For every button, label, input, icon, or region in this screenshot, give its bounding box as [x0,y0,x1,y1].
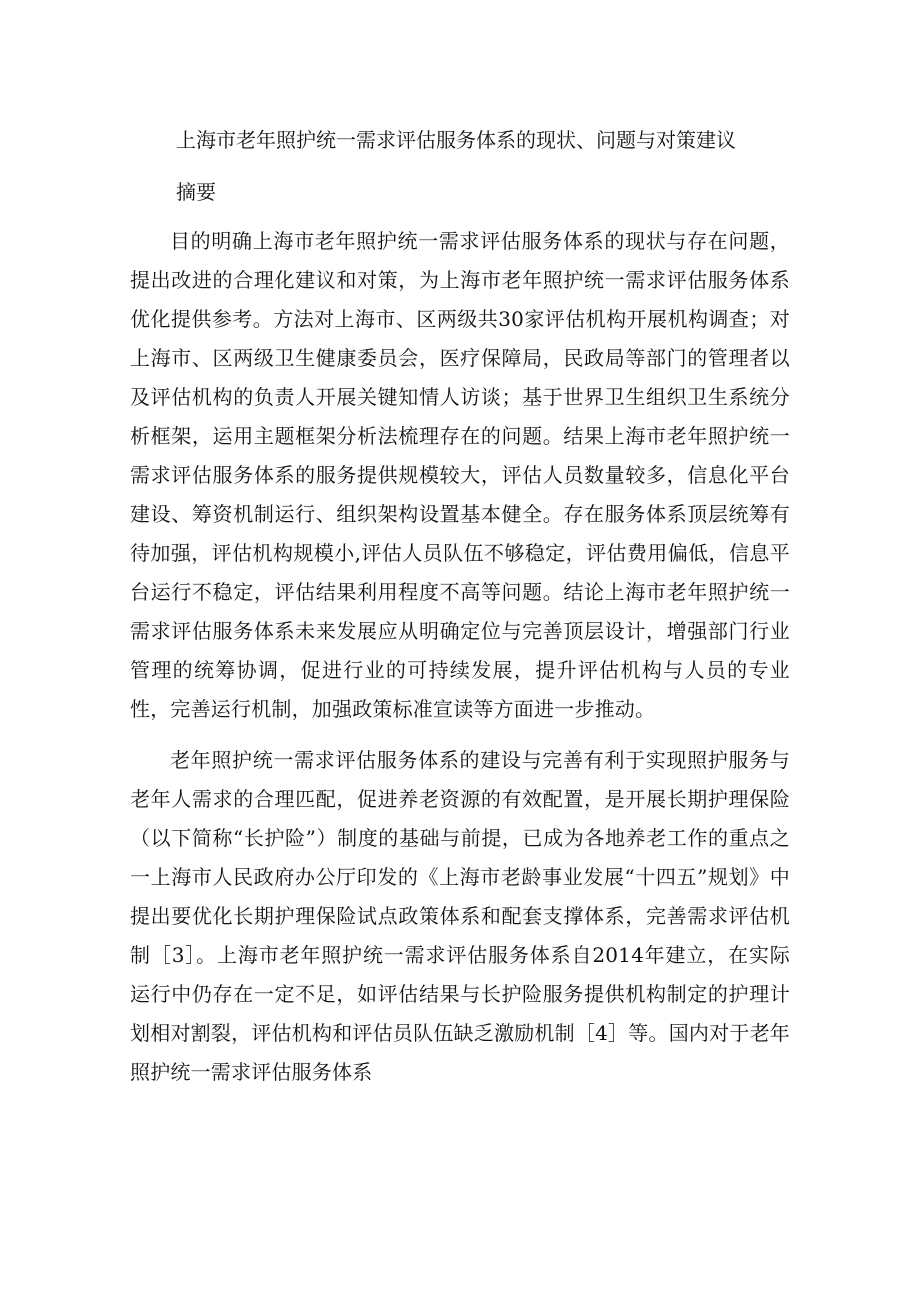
body-paragraph: 老年照护统一需求评估服务体系的建设与完善有利于实现照护服务与老年人需求的合理匹配，促进养老资源的有效配置，是开展长期护理保险（以下简称“长护险”）制度的基础与前提，已成为各地养老工作的重点之一上海市人民政府办公厅印发的《上海市老龄事业发展“十四五”规划》中提出要优化长期护理保险试点政策体系和配套支撑体系，完善需求评估机制［3］。上海市老年照护统一需求评估服务体系自2014年建立，在实际运行中仍存在一定不足，如评估结果与长护险服务提供机构制定的护理计划相对割裂，评估机构和评估员队伍缺乏激励机制［4］等。国内对于老年照护统一需求评估服务体系 [130,748,790,1084]
abstract-heading: 摘要 [176,180,216,204]
abstract-paragraph: 目的明确上海市老年照护统一需求评估服务体系的现状与存在问题，提出改进的合理化建议和对策，为上海市老年照护统一需求评估服务体系优化提供参考。方法对上海市、区两级共30家评估机构开展机构调查；对上海市、区两级卫生健康委员会，医疗保障局，民政局等部门的管理者以及评估机构的负责人开展关键知情人访谈；基于世界卫生组织卫生系统分析框架，运用主题框架分析法梳理存在的问题。结果上海市老年照护统一需求评估服务体系的服务提供规模较大，评估人员数量较多，信息化平台建设、筹资机制运行、组织架构设置基本健全。存在服务体系顶层统筹有待加强，评估机构规模小,评估人员队伍不够稳定，评估费用偏低，信息平台运行不稳定，评估结果利用程度不高等问题。结论上海市老年照护统一需求评估服务体系未来发展应从明确定位与完善顶层设计，增强部门行业管理的统筹协调，促进行业的可持续发展，提升评估机构与人员的专业性，完善运行机制，加强政策标准宣读等方面进一步推动。 [130,229,790,721]
document-body [130,120,790,1092]
document-title: 上海市老年照护统一需求评估服务体系的现状、问题与对策建议 [176,128,736,152]
